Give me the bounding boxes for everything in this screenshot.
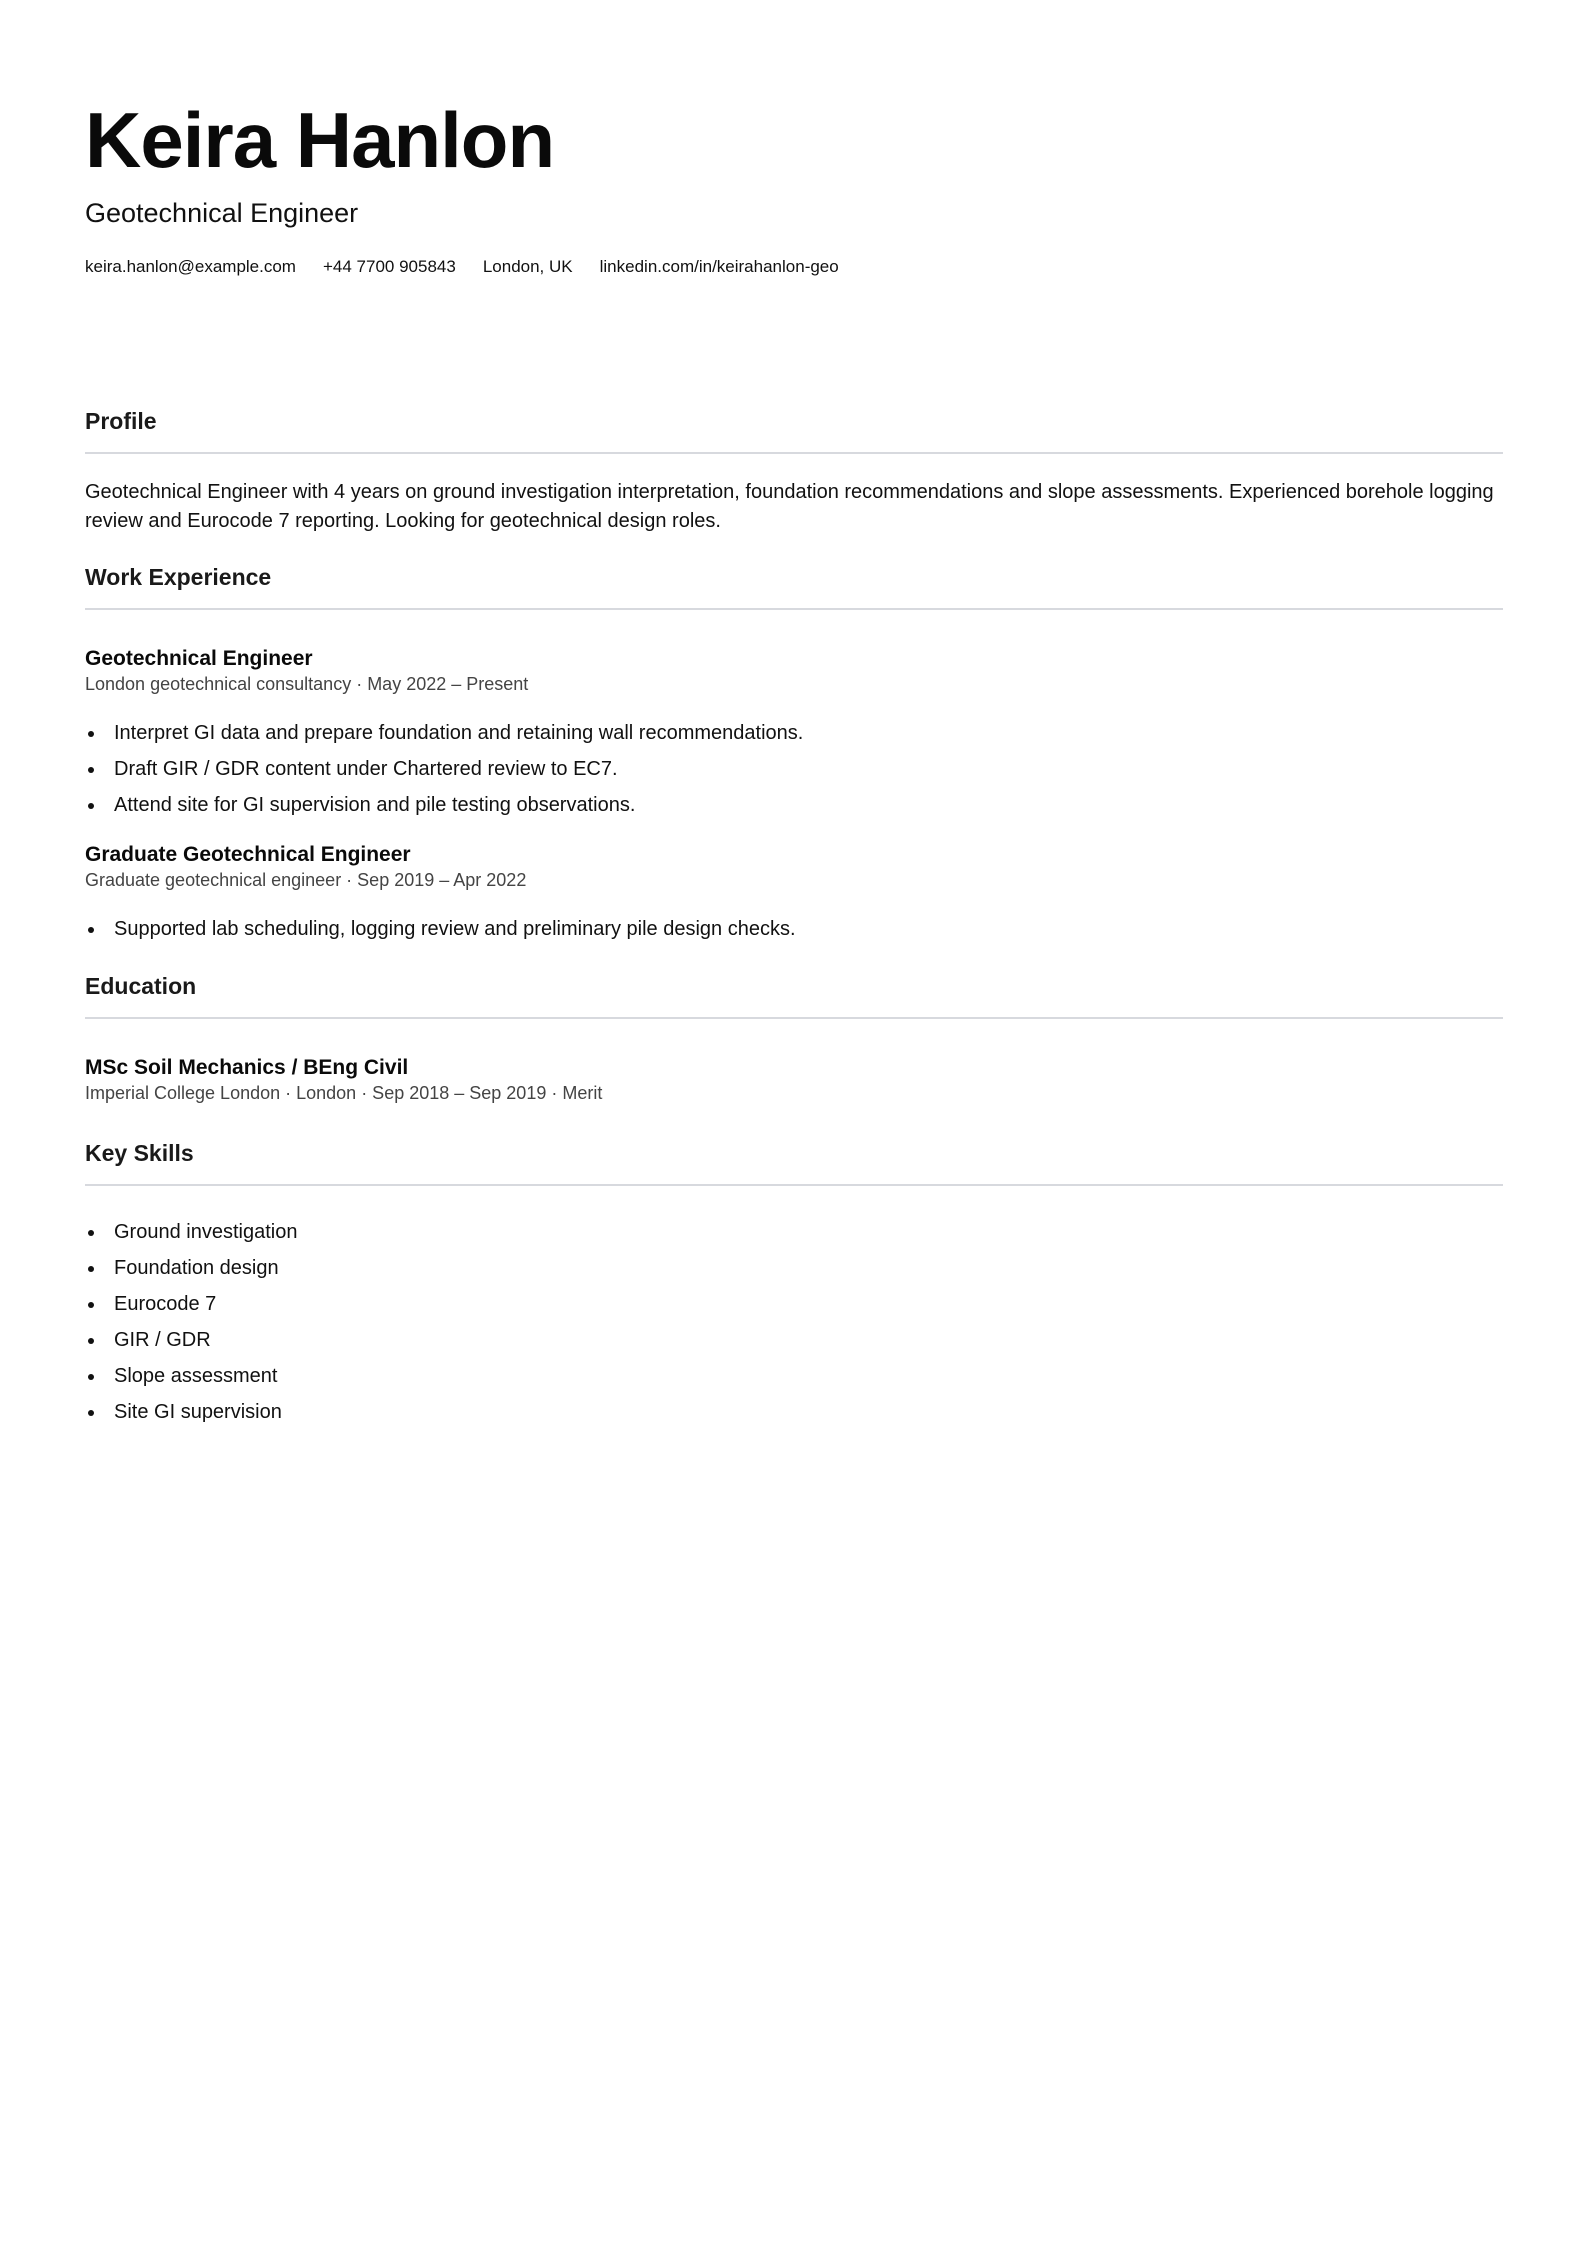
list-item: Supported lab scheduling, logging review and preliminary pile design checks.	[85, 911, 796, 947]
list-item: Site GI supervision	[85, 1394, 297, 1430]
profile-heading: Profile	[85, 408, 157, 434]
list-item: Attend site for GI supervision and pile testing observations.	[85, 787, 803, 823]
contact-phone[interactable]: +44 7700 905843	[322, 257, 456, 276]
education-heading: Education	[85, 973, 197, 999]
list-item: Foundation design	[85, 1250, 297, 1286]
job-meta-1: London geotechnical consultancy · May 2022 – Present	[85, 674, 529, 694]
experience-heading: Work Experience	[85, 564, 272, 590]
list-item: Draft GIR / GDR content under Chartered review to EC7.	[85, 751, 803, 787]
candidate-title: Geotechnical Engineer	[85, 198, 359, 228]
job-bullets-2	[85, 911, 796, 947]
skills-list	[85, 1214, 297, 1430]
job-meta-2: Graduate geotechnical engineer · Sep 2019 – Apr 2022	[85, 870, 527, 890]
skills-heading: Key Skills	[85, 1140, 194, 1166]
list-item: Slope assessment	[85, 1358, 297, 1394]
list-item: Ground investigation	[85, 1214, 297, 1250]
education-degree: MSc Soil Mechanics / BEng Civil	[85, 1056, 409, 1079]
list-item: Interpret GI data and prepare foundation and retaining wall recommendations.	[85, 715, 803, 751]
job-bullets-1	[85, 715, 803, 823]
list-item: GIR / GDR	[85, 1322, 297, 1358]
contact-linkedin[interactable]: linkedin.com/in/keirahanlon-geo	[599, 257, 839, 276]
education-meta: Imperial College London · London · Sep 2018 – Sep 2019 · Merit	[85, 1083, 603, 1103]
contact-location: London, UK	[482, 257, 573, 276]
job-title-2: Graduate Geotechnical Engineer	[85, 843, 411, 866]
list-item: Eurocode 7	[85, 1286, 297, 1322]
candidate-name: Keira Hanlon	[85, 96, 555, 184]
profile-summary: Geotechnical Engineer with 4 years on ground investigation interpretation, foundation recommendations and slope assessments. Experienced borehole logging review and Eurocode 7 reporting. Looking for geotechnical design roles.	[85, 481, 1494, 532]
experience-section-header	[85, 562, 1503, 610]
skills-section-header	[85, 1138, 1503, 1186]
profile-section-header	[85, 406, 1503, 454]
contact-email[interactable]: keira.hanlon@example.com	[85, 257, 296, 276]
job-title-1: Geotechnical Engineer	[85, 647, 313, 670]
education-section-header	[85, 971, 1503, 1019]
contact-bar	[85, 256, 839, 278]
